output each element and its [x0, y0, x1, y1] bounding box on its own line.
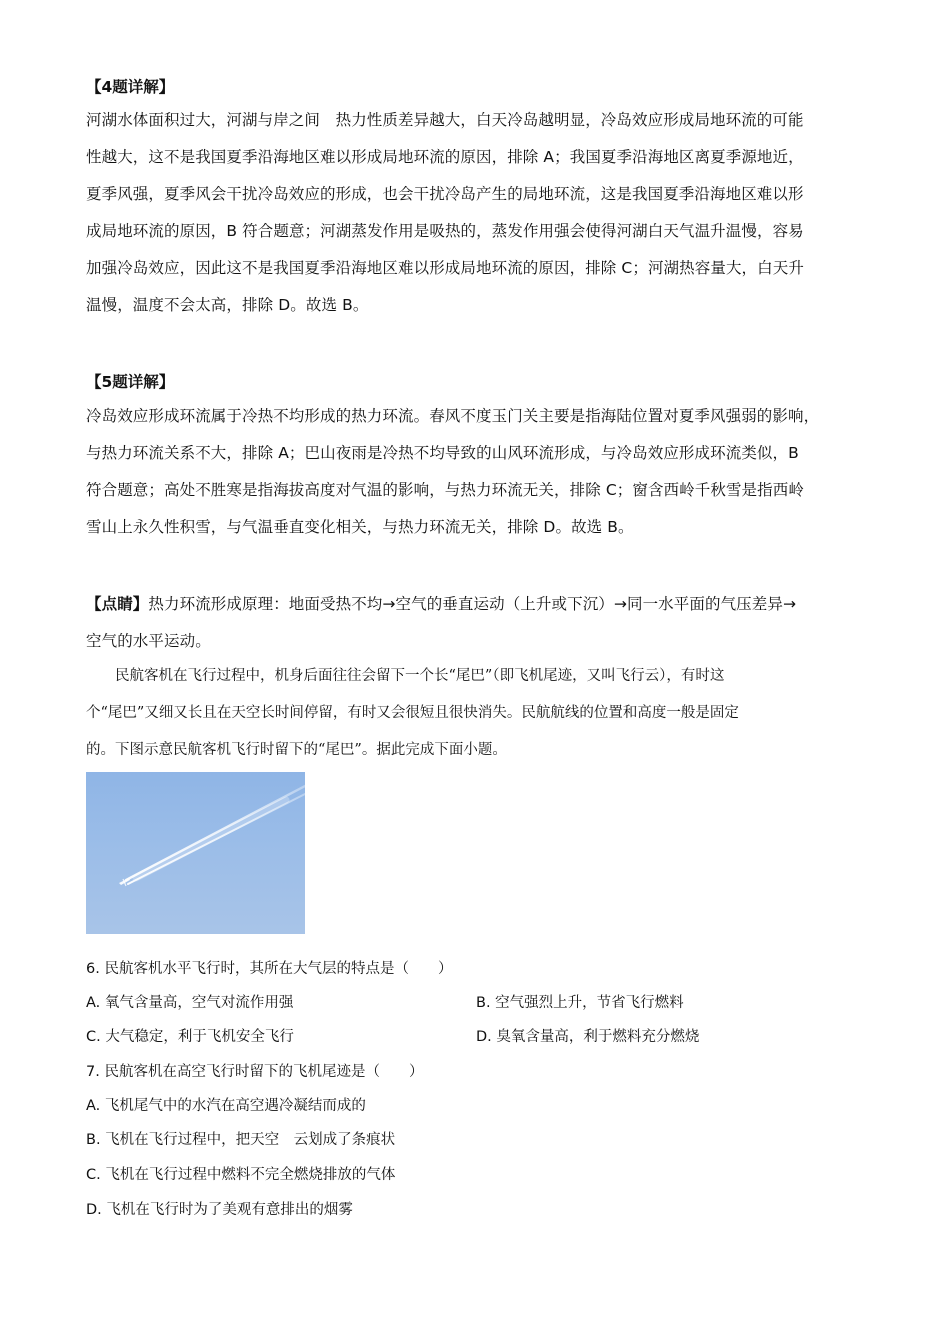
section4-body	[86, 102, 866, 324]
section5-line: 符合题意；高处不胜寒是指海拔高度对气温的影响，与热力环流无关，排除 C；窗含西岭千秋雪是指西岭	[86, 481, 804, 499]
section5-line: 雪山上永久性积雪，与气温垂直变化相关，与热力环流无关，排除 D。故选 B。	[86, 518, 634, 536]
contrail-image	[86, 772, 305, 934]
section5-body	[86, 398, 866, 546]
intro-line: 的。下图示意民航客机飞行时留下的“尾巴”。据此完成下面小题。	[86, 742, 507, 758]
tip-label: 【点睛】	[86, 595, 149, 613]
intro-line: 民航客机在飞行过程中，机身后面往往会留下一个长“尾巴”（即飞机尾迹，又叫飞行云），有时这	[86, 668, 725, 684]
section4-line: 加强冷岛效应，因此这不是我国夏季沿海地区难以形成局地环流的原因，排除 C；河湖热容量大，白天升	[86, 259, 804, 277]
question-6-option-b: B. 空气强烈上升，节省飞行燃料	[476, 995, 684, 1011]
section4-line: 河湖水体面积过大，河湖与岸之间 热力性质差异越大，白天冷岛越明显，冷岛效应形成局地环流的可能	[86, 111, 804, 129]
question-intro	[86, 658, 866, 769]
question-6-option-a: A. 氧气含量高，空气对流作用强	[86, 995, 294, 1011]
section4-heading: 【4题详解】	[86, 78, 175, 96]
section5-heading: 【5题详解】	[86, 373, 175, 391]
question-7-stem: 7. 民航客机在高空飞行时留下的飞机尾迹是（ ）	[86, 1064, 424, 1080]
intro-line: 个“尾巴”又细又长且在天空长时间停留，有时又会很短且很快消失。民航航线的位置和高度一般是固定	[86, 705, 739, 721]
tip-line-1	[86, 586, 866, 623]
section4-line: 性越大，这不是我国夏季沿海地区难以形成局地环流的原因，排除 A；我国夏季沿海地区离夏季源地近，	[86, 148, 804, 166]
section5-line: 与热力环流关系不大，排除 A；巴山夜雨是冷热不均导致的山风环流形成，与冷岛效应形成环流类似，B	[86, 444, 799, 462]
question-6-option-d: D. 臭氧含量高，利于燃料充分燃烧	[476, 1029, 700, 1045]
question-7-option-c: C. 飞机在飞行过程中燃料不完全燃烧排放的气体	[86, 1167, 396, 1183]
question-7-option-d: D. 飞机在飞行时为了美观有意排出的烟雾	[86, 1202, 353, 1218]
question-6-stem: 6. 民航客机水平飞行时，其所在大气层的特点是（ ）	[86, 961, 453, 977]
contrail-photo	[86, 772, 305, 934]
section4-line: 温慢，温度不会太高，排除 D。故选 B。	[86, 296, 369, 314]
section4-line: 成局地环流的原因，B 符合题意；河湖蒸发作用是吸热的，蒸发作用强会使得河湖白天气温升温慢，容易	[86, 222, 804, 240]
question-7-option-a: A. 飞机尾气中的水汽在高空遇冷凝结而成的	[86, 1098, 366, 1114]
question-6-option-c: C. 大气稳定，利于飞机安全飞行	[86, 1029, 294, 1045]
tip-text-1: 热力环流形成原理：地面受热不均→空气的垂直运动（上升或下沉）→同一水平面的气压差异→	[148, 595, 797, 613]
section5-line: 冷岛效应形成环流属于冷热不均形成的热力环流。春风不度玉门关主要是指海陆位置对夏季风强弱的影响，	[86, 407, 820, 425]
tip-block	[86, 586, 866, 660]
section4-line: 夏季风强，夏季风会干扰冷岛效应的形成，也会干扰冷岛产生的局地环流，这是我国夏季沿海地区难以形	[86, 185, 804, 203]
question-7-option-b: B. 飞机在飞行过程中，把天空 云划成了条痕状	[86, 1132, 396, 1148]
tip-line-2: 空气的水平运动。	[86, 632, 211, 650]
